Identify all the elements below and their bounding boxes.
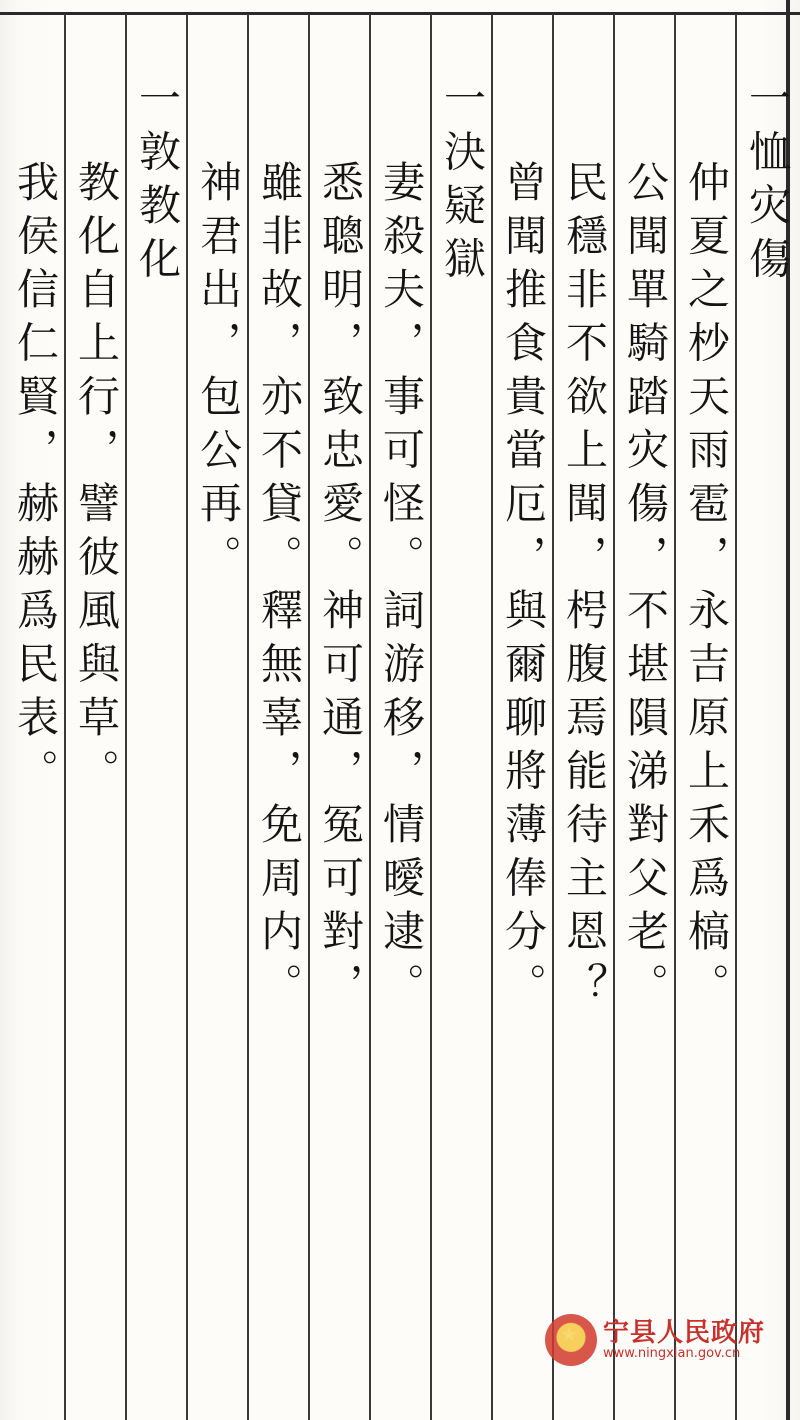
section-heading-relief bbox=[737, 0, 797, 1420]
verse-column bbox=[188, 0, 248, 1420]
site-watermark bbox=[545, 1310, 785, 1370]
verse-column bbox=[5, 0, 65, 1420]
column-text: 民穩非不欲上聞，枵腹焉能待主恩？ bbox=[560, 160, 609, 1016]
verse-column bbox=[615, 0, 675, 1420]
national-emblem-icon bbox=[545, 1314, 597, 1366]
column-text: 妻殺夫，事可怪。詞游移，情曖逮。 bbox=[377, 160, 426, 1016]
column-text: 雖非故，亦不貸。釋無辜，免周内。 bbox=[255, 160, 304, 1016]
column-text: 神君出，包公再。 bbox=[194, 160, 243, 588]
verse-column bbox=[249, 0, 309, 1420]
verse-column bbox=[676, 0, 736, 1420]
column-text: 教化自上行，譬彼風與草。 bbox=[72, 160, 121, 802]
column-text: 一決疑獄 bbox=[438, 76, 487, 290]
column-text: 一敦教化 bbox=[133, 76, 182, 290]
watermark-url: www.ningxian.gov.cn bbox=[603, 1346, 741, 1361]
verse-column bbox=[371, 0, 431, 1420]
column-text: 我侯信仁賢，赫赫爲民表。 bbox=[11, 160, 60, 802]
verse-column bbox=[310, 0, 370, 1420]
verse-column bbox=[493, 0, 553, 1420]
watermark-name: 宁县人民政府 bbox=[603, 1318, 766, 1348]
column-text: 曾聞推食貴當厄，與爾聊將薄俸分。 bbox=[499, 160, 548, 1016]
column-text: 一恤灾傷 bbox=[743, 76, 792, 290]
column-text: 仲夏之杪天雨雹，永吉原上禾爲槁。 bbox=[682, 160, 731, 1016]
column-text: 公聞單騎踏灾傷，不堪隕涕對父老。 bbox=[621, 160, 670, 1016]
verse-column bbox=[66, 0, 126, 1420]
verse-column bbox=[554, 0, 614, 1420]
section-heading-education bbox=[127, 0, 187, 1420]
section-heading-judgment bbox=[432, 0, 492, 1420]
column-text: 悉聰明，致忠愛。神可通，冤可對， bbox=[316, 160, 365, 1016]
